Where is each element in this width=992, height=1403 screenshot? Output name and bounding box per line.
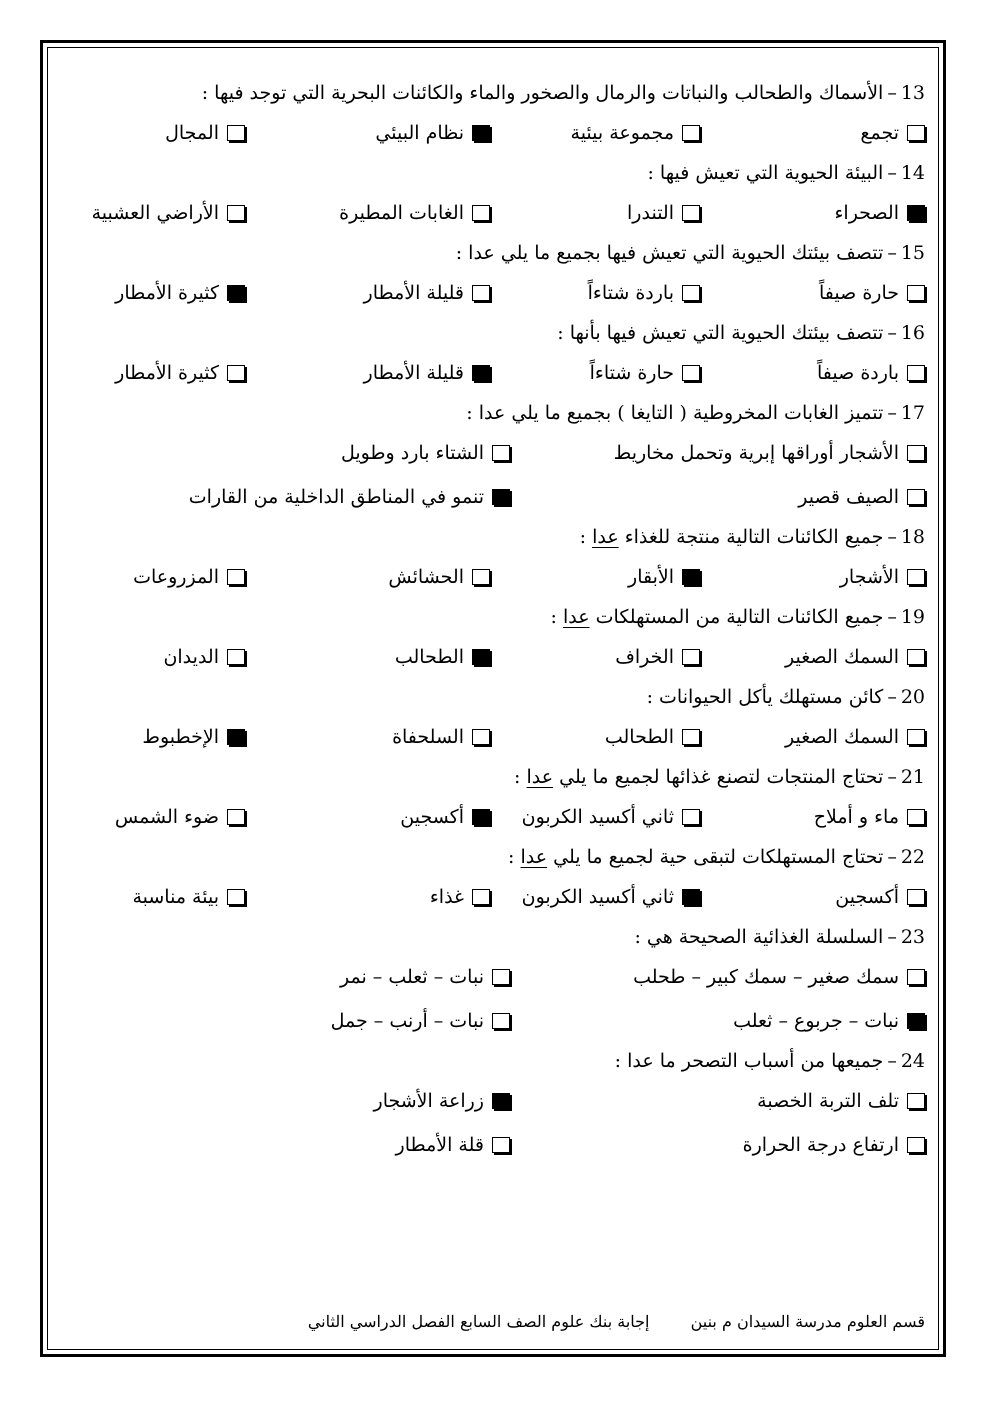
option-label: ثاني أكسيد الكربون — [521, 806, 674, 828]
answer-option[interactable] — [375, 111, 490, 155]
option-label: قليلة الأمطار — [363, 362, 464, 384]
question-15: 15–تتصف بيئتك الحيوية التي تعيش فيها بجميع ما يلي عدا : — [60, 235, 925, 271]
unchecked-checkbox[interactable] — [227, 569, 245, 585]
checked-checkbox[interactable] — [472, 365, 490, 381]
answer-option[interactable] — [819, 271, 925, 315]
question-22: 22–تحتاج المستهلكات لتبقى حية لجميع ما يلي عدا : — [60, 839, 925, 875]
unchecked-checkbox[interactable] — [227, 809, 245, 825]
option-label: ارتفاع درجة الحرارة — [742, 1134, 899, 1156]
unchecked-checkbox[interactable] — [472, 729, 490, 745]
answer-option[interactable] — [396, 1123, 510, 1167]
question-17: 17–تتميز الغابات المخروطية ( التايغا ) بجميع ما يلي عدا : — [60, 395, 925, 431]
answer-option[interactable] — [92, 191, 245, 235]
question-underlined-word: عدا — [592, 526, 619, 548]
option-label: تنمو في المناطق الداخلية من القارات — [188, 486, 484, 508]
answer-option[interactable] — [364, 271, 490, 315]
checked-checkbox[interactable] — [907, 1013, 925, 1029]
options-row — [60, 715, 925, 759]
option-label: نبات – ثعلب – نمر — [339, 966, 484, 988]
option-label: الأراضي العشبية — [91, 202, 219, 224]
question-colon: : — [508, 846, 515, 868]
answer-option[interactable] — [785, 635, 925, 679]
unchecked-checkbox[interactable] — [472, 889, 490, 905]
answer-option[interactable] — [388, 555, 490, 599]
question-text: جميع الكائنات التالية منتجة للغذاء — [624, 526, 884, 548]
question-number: 13 — [900, 82, 925, 104]
option-label: الخراف — [615, 646, 674, 668]
answer-option[interactable] — [133, 555, 245, 599]
unchecked-checkbox[interactable] — [492, 1137, 510, 1153]
question-number: 17 — [900, 402, 925, 424]
option-label: السمك الصغير — [785, 726, 899, 748]
question-18: 18–جميع الكائنات التالية منتجة للغذاء عدا : — [60, 519, 925, 555]
question-text: تحتاج المستهلكات لتبقى حية لجميع ما يلي — [553, 846, 884, 868]
answer-option[interactable] — [614, 431, 925, 475]
answer-option[interactable] — [785, 715, 925, 759]
option-label: الإخطبوط — [142, 726, 219, 748]
footer-title: إجابة بنك علوم الصف السابع الفصل الدراسي الثاني — [307, 1312, 650, 1331]
unchecked-checkbox[interactable] — [907, 649, 925, 665]
option-label: نظام البيئي — [375, 122, 464, 144]
option-label: كثيرة الأمطار — [115, 362, 219, 384]
page-footer — [60, 1312, 925, 1331]
answer-option[interactable] — [142, 715, 245, 759]
option-label: ثاني أكسيد الكربون — [521, 886, 674, 908]
unchecked-checkbox[interactable] — [682, 729, 700, 745]
option-label: الطحالب — [604, 726, 674, 748]
unchecked-checkbox[interactable] — [907, 1137, 925, 1153]
options-row — [60, 555, 925, 599]
answer-option[interactable] — [341, 431, 510, 475]
unchecked-checkbox[interactable] — [907, 969, 925, 985]
answer-option[interactable] — [339, 191, 490, 235]
question-text: تحتاج المنتجات لتصنع غذائها لجميع ما يلي — [559, 766, 884, 788]
unchecked-checkbox[interactable] — [227, 889, 245, 905]
unchecked-checkbox[interactable] — [472, 285, 490, 301]
question-number: 19 — [900, 606, 925, 628]
option-label: قلة الأمطار — [395, 1134, 484, 1156]
option-label: بيئة مناسبة — [132, 886, 219, 908]
question-number: 20 — [900, 686, 925, 708]
question-13: 13–الأسماك والطحالب والنباتات والرمال والصخور والماء والكائنات البحرية التي توجد فيها : — [60, 75, 925, 111]
option-label: نبات – جربوع – ثعلب — [733, 1010, 899, 1032]
option-label: التندرا — [627, 202, 674, 224]
option-label: تلف التربة الخصبة — [757, 1090, 899, 1112]
option-label: السمك الصغير — [785, 646, 899, 668]
answer-option[interactable] — [165, 111, 245, 155]
options-row — [60, 351, 925, 395]
question-text: جميعها من أسباب التصحر ما عدا : — [614, 1050, 884, 1072]
question-text: تتميز الغابات المخروطية ( التايغا ) بجميع ما يلي عدا : — [466, 402, 884, 424]
question-text: تتصف بيئتك الحيوية التي تعيش فيها بأنها : — [557, 322, 884, 344]
option-label: الأشجار — [839, 566, 899, 588]
unchecked-checkbox[interactable] — [227, 205, 245, 221]
option-label: أكسجين — [400, 806, 464, 828]
options-row — [60, 475, 925, 519]
answer-option[interactable] — [835, 875, 925, 919]
unchecked-checkbox[interactable] — [492, 1013, 510, 1029]
option-label: زراعة الأشجار — [373, 1090, 484, 1112]
question-colon: : — [550, 606, 557, 628]
checked-checkbox[interactable] — [472, 125, 490, 141]
option-label: الحشائش — [388, 566, 464, 588]
unchecked-checkbox[interactable] — [227, 125, 245, 141]
checked-checkbox[interactable] — [472, 809, 490, 825]
option-label: المجال — [165, 122, 219, 144]
answer-option[interactable] — [590, 351, 700, 395]
question-16: 16–تتصف بيئتك الحيوية التي تعيش فيها بأنها : — [60, 315, 925, 351]
option-label: الصيف قصير — [798, 486, 899, 508]
question-23: 23–السلسلة الغذائية الصحيحة هي : — [60, 919, 925, 955]
question-underlined-word: عدا — [520, 846, 548, 868]
question-number: 21 — [900, 766, 925, 788]
question-underlined-word: عدا — [563, 606, 590, 628]
answer-option[interactable] — [733, 999, 925, 1043]
answer-option[interactable] — [628, 555, 700, 599]
unchecked-checkbox[interactable] — [907, 125, 925, 141]
answer-option[interactable] — [340, 955, 510, 999]
checked-checkbox[interactable] — [492, 1093, 510, 1109]
answer-option[interactable] — [374, 1079, 510, 1123]
question-text: البيئة الحيوية التي تعيش فيها : — [647, 162, 884, 184]
question-text: تتصف بيئتك الحيوية التي تعيش فيها بجميع ما يلي عدا : — [455, 242, 884, 264]
options-row — [60, 271, 925, 315]
answer-option[interactable] — [392, 715, 490, 759]
option-label: الأشجار أوراقها إبرية وتحمل مخاريط — [613, 442, 899, 464]
answer-option[interactable] — [522, 795, 700, 839]
question-number: 24 — [900, 1050, 925, 1072]
question-14: 14–البيئة الحيوية التي تعيش فيها : — [60, 155, 925, 191]
answer-option[interactable] — [757, 1079, 925, 1123]
options-row — [60, 635, 925, 679]
question-text: كائن مستهلك يأكل الحيوانات : — [646, 686, 884, 708]
question-number: 22 — [900, 846, 925, 868]
option-label: الصحراء — [834, 202, 899, 224]
option-label: نبات – أرنب – جمل — [330, 1010, 484, 1032]
answer-option[interactable] — [522, 875, 700, 919]
answer-option[interactable] — [189, 475, 510, 519]
unchecked-checkbox[interactable] — [682, 649, 700, 665]
question-number: 18 — [900, 526, 925, 548]
option-label: حارة صيفاً — [819, 282, 899, 304]
answer-option[interactable] — [132, 875, 245, 919]
unchecked-checkbox[interactable] — [907, 1093, 925, 1109]
option-label: الديدان — [163, 646, 219, 668]
question-number: 15 — [900, 242, 925, 264]
answer-option[interactable] — [627, 191, 700, 235]
answer-option[interactable] — [115, 351, 245, 395]
answer-option[interactable] — [633, 955, 925, 999]
unchecked-checkbox[interactable] — [907, 365, 925, 381]
unchecked-checkbox[interactable] — [227, 649, 245, 665]
unchecked-checkbox[interactable] — [907, 445, 925, 461]
footer-school: قسم العلوم مدرسة السيدان م بنين — [690, 1312, 925, 1331]
option-label: مجموعة بيئية — [570, 122, 674, 144]
answer-option[interactable] — [860, 111, 925, 155]
unchecked-checkbox[interactable] — [492, 969, 510, 985]
unchecked-checkbox[interactable] — [472, 205, 490, 221]
options-row — [60, 431, 925, 475]
option-label: كثيرة الأمطار — [115, 282, 219, 304]
answer-option[interactable] — [840, 555, 925, 599]
option-label: الأبقار — [628, 566, 674, 588]
option-label: حارة شتاءاً — [589, 362, 674, 384]
option-label: باردة شتاءاً — [587, 282, 674, 304]
question-underlined-word: عدا — [526, 766, 554, 788]
answer-option[interactable] — [588, 271, 700, 315]
answer-option[interactable] — [331, 999, 510, 1043]
option-label: أكسجين — [835, 886, 899, 908]
checked-checkbox[interactable] — [227, 729, 245, 745]
answer-option[interactable] — [798, 475, 925, 519]
unchecked-checkbox[interactable] — [682, 809, 700, 825]
unchecked-checkbox[interactable] — [682, 125, 700, 141]
answer-option[interactable] — [817, 351, 925, 395]
answer-option[interactable] — [743, 1123, 925, 1167]
question-24: 24–جميعها من أسباب التصحر ما عدا : — [60, 1043, 925, 1079]
unchecked-checkbox[interactable] — [682, 285, 700, 301]
unchecked-checkbox[interactable] — [907, 569, 925, 585]
question-text: الأسماك والطحالب والنباتات والرمال والصخور والماء والكائنات البحرية التي توجد فيها : — [201, 82, 884, 104]
question-number: 23 — [900, 926, 925, 948]
options-row — [60, 795, 925, 839]
option-label: الشتاء بارد وطويل — [340, 442, 484, 464]
answer-option[interactable] — [395, 635, 490, 679]
checked-checkbox[interactable] — [907, 205, 925, 221]
question-number: 14 — [900, 162, 925, 184]
option-label: سمك صغير – سمك كبير – طحلب — [633, 966, 899, 988]
option-label: السلحفاة — [392, 726, 464, 748]
unchecked-checkbox[interactable] — [682, 205, 700, 221]
unchecked-checkbox[interactable] — [907, 489, 925, 505]
checked-checkbox[interactable] — [492, 489, 510, 505]
option-label: باردة صيفاً — [817, 362, 899, 384]
unchecked-checkbox[interactable] — [492, 445, 510, 461]
answer-option[interactable] — [115, 795, 245, 839]
answer-option[interactable] — [430, 875, 490, 919]
options-row — [60, 1123, 925, 1167]
options-row — [60, 1079, 925, 1123]
answer-option[interactable] — [364, 351, 490, 395]
answer-option[interactable] — [571, 111, 700, 155]
answer-option[interactable] — [615, 635, 700, 679]
options-row — [60, 191, 925, 235]
answer-option[interactable] — [605, 715, 700, 759]
checked-checkbox[interactable] — [682, 889, 700, 905]
unchecked-checkbox[interactable] — [907, 809, 925, 825]
answer-option[interactable] — [400, 795, 490, 839]
options-row — [60, 955, 925, 999]
answer-option[interactable] — [115, 271, 245, 315]
checked-checkbox[interactable] — [682, 569, 700, 585]
unchecked-checkbox[interactable] — [907, 285, 925, 301]
option-label: غذاء — [429, 886, 464, 908]
unchecked-checkbox[interactable] — [472, 569, 490, 585]
question-text: السلسلة الغذائية الصحيحة هي : — [634, 926, 884, 948]
option-label: الغابات المطيرة — [339, 202, 464, 224]
checked-checkbox[interactable] — [227, 285, 245, 301]
question-number: 16 — [900, 322, 925, 344]
option-label: تجمع — [860, 122, 899, 144]
answer-option[interactable] — [834, 191, 925, 235]
unchecked-checkbox[interactable] — [682, 365, 700, 381]
option-label: ماء و أملاح — [813, 806, 899, 828]
options-row — [60, 111, 925, 155]
options-row — [60, 875, 925, 919]
question-colon: : — [579, 526, 587, 548]
option-label: المزروعات — [133, 566, 219, 588]
unchecked-checkbox[interactable] — [907, 729, 925, 745]
question-colon: : — [514, 766, 521, 788]
option-label: ضوء الشمس — [114, 806, 219, 828]
unchecked-checkbox[interactable] — [907, 889, 925, 905]
answer-option[interactable] — [814, 795, 925, 839]
question-19: 19–جميع الكائنات التالية من المستهلكات عدا : — [60, 599, 925, 635]
question-text: جميع الكائنات التالية من المستهلكات — [595, 606, 884, 628]
question-21: 21–تحتاج المنتجات لتصنع غذائها لجميع ما يلي عدا : — [60, 759, 925, 795]
checked-checkbox[interactable] — [472, 649, 490, 665]
options-row — [60, 999, 925, 1043]
question-20: 20–كائن مستهلك يأكل الحيوانات : — [60, 679, 925, 715]
answer-option[interactable] — [163, 635, 245, 679]
option-label: قليلة الأمطار — [363, 282, 464, 304]
option-label: الطحالب — [394, 646, 464, 668]
question-list — [60, 75, 925, 1167]
unchecked-checkbox[interactable] — [227, 365, 245, 381]
